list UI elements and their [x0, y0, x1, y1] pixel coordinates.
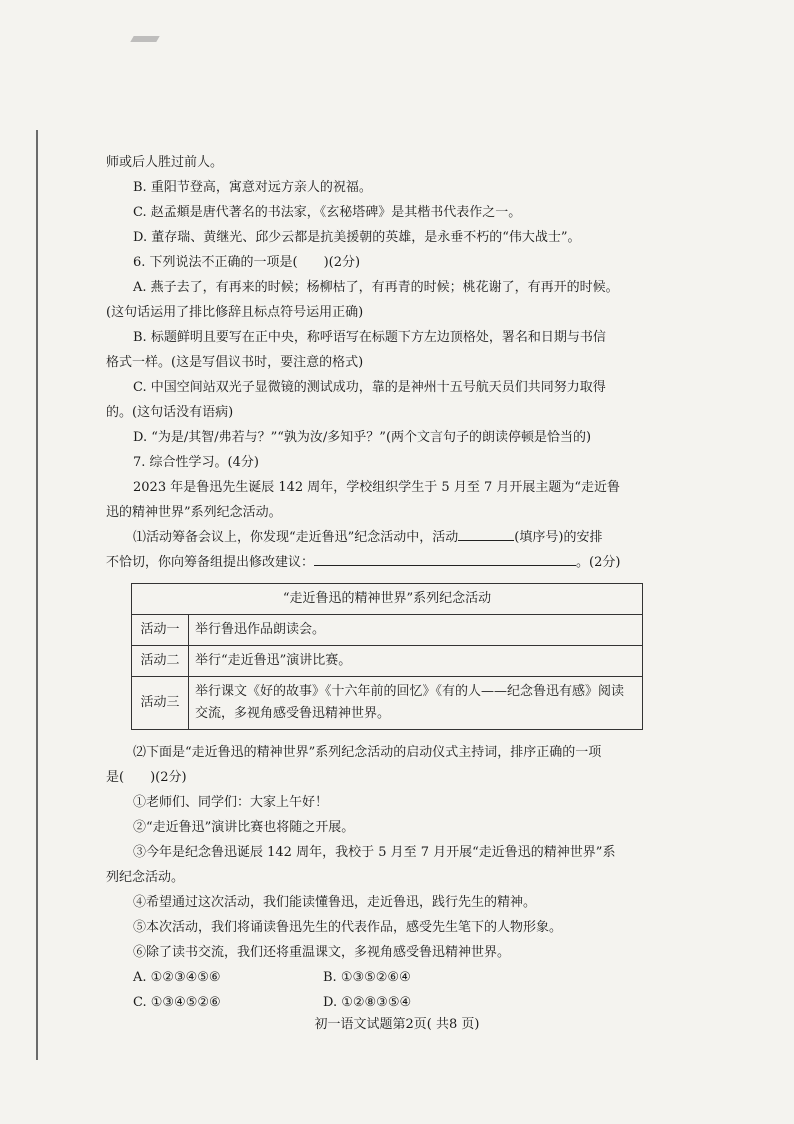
q7-title: 7. 综合性学习。(4分) [133, 455, 259, 470]
q6-stem: 6. 下列说法不正确的一项是( )(2分) [133, 255, 361, 270]
text-line: 师或后人胜过前人。 [106, 155, 224, 170]
list-item: ④希望通过这次活动，我们能读懂鲁迅，走近鲁迅，践行先生的精神。 [133, 895, 537, 910]
answer-blank[interactable] [458, 526, 514, 541]
option-c: C. 赵孟頫是唐代著名的书法家，《玄秘塔碑》是其楷书代表作之一。 [133, 205, 522, 220]
row-label: 活动一 [132, 615, 189, 646]
answer-option-b[interactable]: B. ①③⑤②⑥④ [323, 970, 411, 985]
answer-option-c[interactable]: C. ①③④⑤②⑥ [133, 995, 221, 1010]
suggestion-blank[interactable] [314, 551, 576, 566]
row-text: 举行“走近鲁迅”演讲比赛。 [189, 646, 643, 677]
q7-part2-cont: 是( )(2分) [106, 770, 187, 785]
table-header: “走近鲁迅的精神世界”系列纪念活动 [132, 584, 643, 615]
q7-intro: 2023 年是鲁迅先生诞辰 142 周年，学校组织学生于 5 月至 7 月开展主题为“走近鲁 [133, 480, 621, 495]
scan-mark [130, 36, 159, 42]
margin-line [36, 130, 38, 1060]
q6-option-a: A. 燕子去了，有再来的时候；杨柳枯了，有再青的时候；桃花谢了，有再开的时候。 [133, 280, 619, 295]
row-label: 活动三 [132, 677, 189, 730]
q7-part1-cont: 不恰切，你向筹备组提出修改建议： 。(2分) [106, 550, 666, 575]
q7-part1: ⑴活动筹备会议上，你发现“走近鲁迅”纪念活动中，活动 (填序号)的安排 [106, 525, 666, 550]
answer-option-d[interactable]: D. ①②⑧③⑤④ [323, 995, 412, 1010]
q6-option-d: D. “为是/其智/弗若与？”“孰为汝/多知乎？”(两个文言句子的朗读停顿是恰当的) [133, 430, 592, 445]
q6-option-c: C. 中国空间站双光子显微镜的测试成功，靠的是神州十五号航天员们共同努力取得 [133, 380, 606, 395]
list-item-cont: 列纪念活动。 [106, 870, 185, 885]
answer-option-a[interactable]: A. ①②③④⑤⑥ [133, 970, 221, 985]
table-row [132, 677, 643, 730]
row-text: 举行课文《好的故事》《十六年前的回忆》《有的人——纪念鲁迅有感》阅读交流，多视角感受鲁迅精神世界。 [189, 677, 643, 730]
list-item: ①老师们、同学们：大家上午好！ [133, 795, 329, 810]
list-item: ⑥除了读书交流，我们还将重温课文，多视角感受鲁迅精神世界。 [133, 945, 511, 960]
q7-intro-cont: 迅的精神世界”系列纪念活动。 [106, 505, 282, 520]
q7-part2: ⑵下面是“走近鲁迅的精神世界”系列纪念活动的启动仪式主持词，排序正确的一项 [133, 745, 602, 760]
list-item: ⑤本次活动，我们将诵读鲁迅先生的代表作品，感受先生笔下的人物形象。 [133, 920, 563, 935]
table-row [132, 646, 643, 677]
table-row [132, 615, 643, 646]
list-item: ②“走近鲁迅”演讲比赛也将随之开展。 [133, 820, 355, 835]
q6-option-b: B. 标题鲜明且要写在正中央，称呼语写在标题下方左边顶格处，署名和日期与书信 [133, 330, 606, 345]
option-b: B. 重阳节登高，寓意对远方亲人的祝福。 [133, 180, 372, 195]
list-item: ③今年是纪念鲁迅诞辰 142 周年，我校于 5 月至 7 月开展“走近鲁迅的精神世界”系 [133, 845, 616, 860]
page-footer: 初一语文试题第2页( 共8 页) [314, 1017, 480, 1032]
option-d: D. 董存瑞、黄继光、邱少云都是抗美援朝的英雄，是永垂不朽的“伟大战士”。 [133, 230, 581, 245]
answer-options-row [106, 990, 666, 1015]
row-text: 举行鲁迅作品朗读会。 [189, 615, 643, 646]
answer-options-row [106, 965, 666, 990]
page-content [106, 150, 666, 1015]
activity-table [131, 583, 643, 730]
q6-option-a-note: (这句话运用了排比修辞且标点符号运用正确) [106, 305, 364, 320]
row-label: 活动二 [132, 646, 189, 677]
q6-option-b-note: 格式一样。(这是写倡议书时，要注意的格式) [106, 355, 364, 370]
q6-option-c-note: 的。(这句话没有语病) [106, 405, 234, 420]
